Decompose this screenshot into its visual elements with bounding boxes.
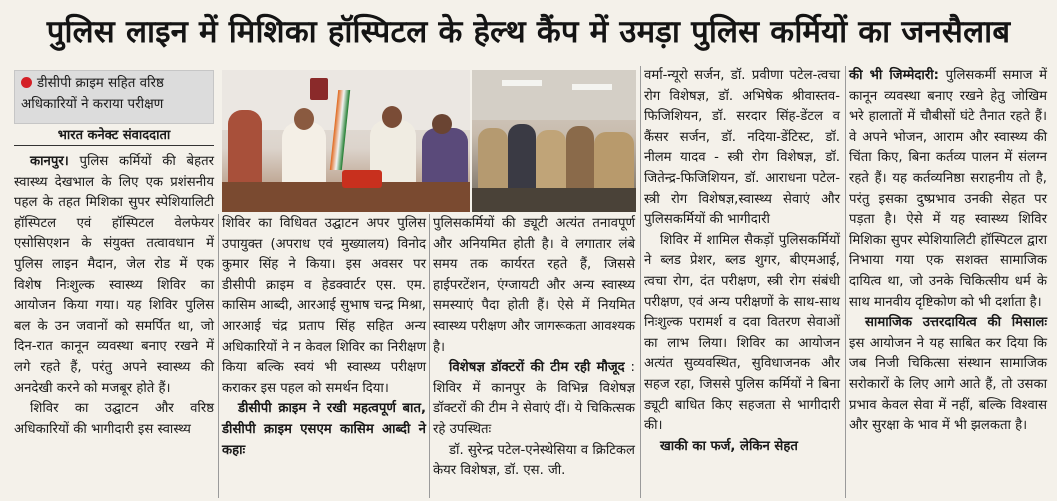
col5-lead: की भी जिम्मेदारी: [849, 68, 939, 83]
col2-subheading: डीसीपी क्राइम ने रखी महत्वपूर्ण बात, डीसीपी क्राइम एसएम कासिम आब्दी ने कहाः [222, 401, 426, 458]
photo-inauguration [222, 70, 470, 212]
col3-paragraph-2: विशेषज्ञ डॉक्टरों की टीम रही मौजूद : शिविर में कानपुर के विभिन्न विशेषज्ञ डॉक्टरों की टीम ने सेवाएं दीं। ये चिकित्सक रहे उपस्थितः [433, 360, 635, 437]
col5-paragraph-1: की भी जिम्मेदारी: पुलिसकर्मी समाज में कानून व्यवस्था बनाए रखने हेतु जोखिम भरे हालातों में चौबीसों घंटे तैनात रहते हैं। वे अपने भोजन, आराम और स्वास्थ्य की चिंता किए, बिना कर्तव्य पालन में संलग्न रहते हैं। यह कर्तव्यनिष्ठा सराहनीय तो है, परंतु इसका दुष्प्रभाव उनकी सेहत पर पड़ता है। ऐसे में यह स्वास्थ्य शिविर मिशिका सुपर स्पेशियालिटी हॉस्पिटल द्वारा निभाया गया एक सशक्त सामाजिक दायित्व था, जो उनके चिकित्सीय धर्म के साथ मानवीय दृष्टिकोण को भी दर्शाता है। [849, 68, 1047, 310]
col4-paragraph-2: शिविर में शामिल सैकड़ों पुलिसकर्मियों ने ब्लड प्रेशर, ब्लड शुगर, बीएमआई, त्वचा रोग, दंत परीक्षण, स्त्री रोग संबंधी परीक्षण, एवं अन्य परीक्षणों के साथ-साथ निःशुल्क परामर्श व दवा वितरण सेवाओं का लाभ लिया। शिविर का आयोजन अत्यंत सुव्यवस्थित, सुविधाजनक और सहज रहा, जिससे पुलिस कर्मियों ने बिना ड्यूटी बाधित किए सहजता से भागीदारी की। [644, 232, 840, 434]
red-dot-icon [21, 77, 32, 88]
dateline: कानपुर। [30, 154, 69, 169]
byline: भारत कनेक्ट संवाददाता [14, 127, 214, 146]
headline: पुलिस लाइन में मिशिका हॉस्पिटल के हेल्थ कैंप में उमड़ा पुलिस कर्मियों का जनसैलाब [46, 14, 1011, 50]
col1-paragraph-1: कानपुर। पुलिस कर्मियों की बेहतर स्वास्थ्य देखभाल के लिए एक प्रशंसनीय पहल के तहत मिशिका सुपर स्पेशियालिटी हॉस्पिटल एवं हॉस्पिटल वेलफेयर एसोसिएशन के संयुक्त तत्वावधान में पुलिस लाइन मैदान, जेल रोड में एक विशेष निःशुल्क स्वास्थ्य शिविर का आयोजन किया गया। यह शिविर पुलिस बल के उन जवानों को समर्पित था, जो दिन-रात कानून व्यवस्था बनाए रखने में लगे रहते हैं, परंतु अपने स्वास्थ्य की अनदेखी करने को मजबूर होते हैं। [14, 154, 214, 396]
photo-crowd [472, 70, 636, 212]
column-2 [222, 214, 426, 461]
col3-paragraph-3: डॉ. सुरेन्द्र पटेल-एनेस्थेसिया व क्रिटिकल केयर विशेषज्ञ, डॉ. एस. जी. [433, 442, 635, 479]
column-1 [14, 152, 214, 440]
column-4 [644, 66, 840, 457]
column-5 [849, 66, 1047, 437]
col3-subheading: विशेषज्ञ डॉक्टरों की टीम रही मौजूद [449, 360, 625, 376]
col5-paragraph-2: सामाजिक उत्तरदायित्व की मिसालः इस आयोजन ने यह साबित कर दिया कि जब निजी चिकित्सा संस्थान सामाजिक सरोकारों के लिए आगे आते हैं, तो उसका प्रभाव केवल सेवा में नहीं, बल्कि विश्वास और सुरक्षा के भाव में भी झलकता है। [849, 315, 1047, 434]
col2-paragraph-1: शिविर का विधिवत उद्घाटन अपर पुलिस उपायुक्त (अपराध एवं मुख्यालय) विनोद कुमार सिंह ने किया। इस अवसर पर डीसीपी क्राइम व हेडक्वार्टर एस. एम. कासिम आब्दी, आरआई सुभाष चन्द्र मिश्रा, आरआई चंद्र प्रताप सिंह सहित अन्य अधिकारियों ने न केवल शिविर का निरीक्षण किया बल्कि स्वयं भी स्वास्थ्य परीक्षण कराकर इस पहल को समर्थन दिया। [222, 216, 426, 396]
kicker-text: डीसीपी क्राइम सहित वरिष्ठ अधिकारियों ने कराया परीक्षण [21, 76, 164, 112]
col1-paragraph-2: शिविर का उद्घाटन और वरिष्ठ अधिकारियों की भागीदारी इस स्वास्थ्य [14, 401, 214, 437]
col4-subheading: खाकी का फर्ज, लेकिन सेहत [660, 438, 798, 454]
col5-subheading: सामाजिक उत्तरदायित्व की मिसालः [865, 315, 1047, 331]
column-3 [433, 214, 635, 482]
col4-paragraph-1: वर्मा-न्यूरो सर्जन, डॉ. प्रवीणा पटेल-त्वचा रोग विशेषज्ञ, डॉ. अभिषेक श्रीवास्तव-फिजिशियन, डॉ. सरदार सिंह-डेंटल व कैंसर सर्जन, डॉ. नदिया-डेंटिस्ट, डॉ. नीलम यादव - स्त्री रोग विशेषज्ञ, डॉ. जितेन्द्र-फिजिशियन, डॉ. आराधना पटेल- स्त्री रोग विशेषज्ञ,स्वास्थ्य सेवाएं और पुलिसकर्मियों की भागीदारी [644, 68, 840, 228]
col3-paragraph-1: पुलिसकर्मियों की ड्यूटी अत्यंत तनावपूर्ण और अनियमित होती है। वे लगातार लंबे समय तक कार्यरत रहते हैं, जिससे हाईपरटेंशन, एंग्जायटी और अन्य स्वास्थ्य समस्याएं पैदा होती हैं। ऐसे में नियमित स्वास्थ्य परीक्षण और जागरूकता आवश्यक है। [433, 216, 635, 355]
kicker-box [14, 70, 214, 124]
